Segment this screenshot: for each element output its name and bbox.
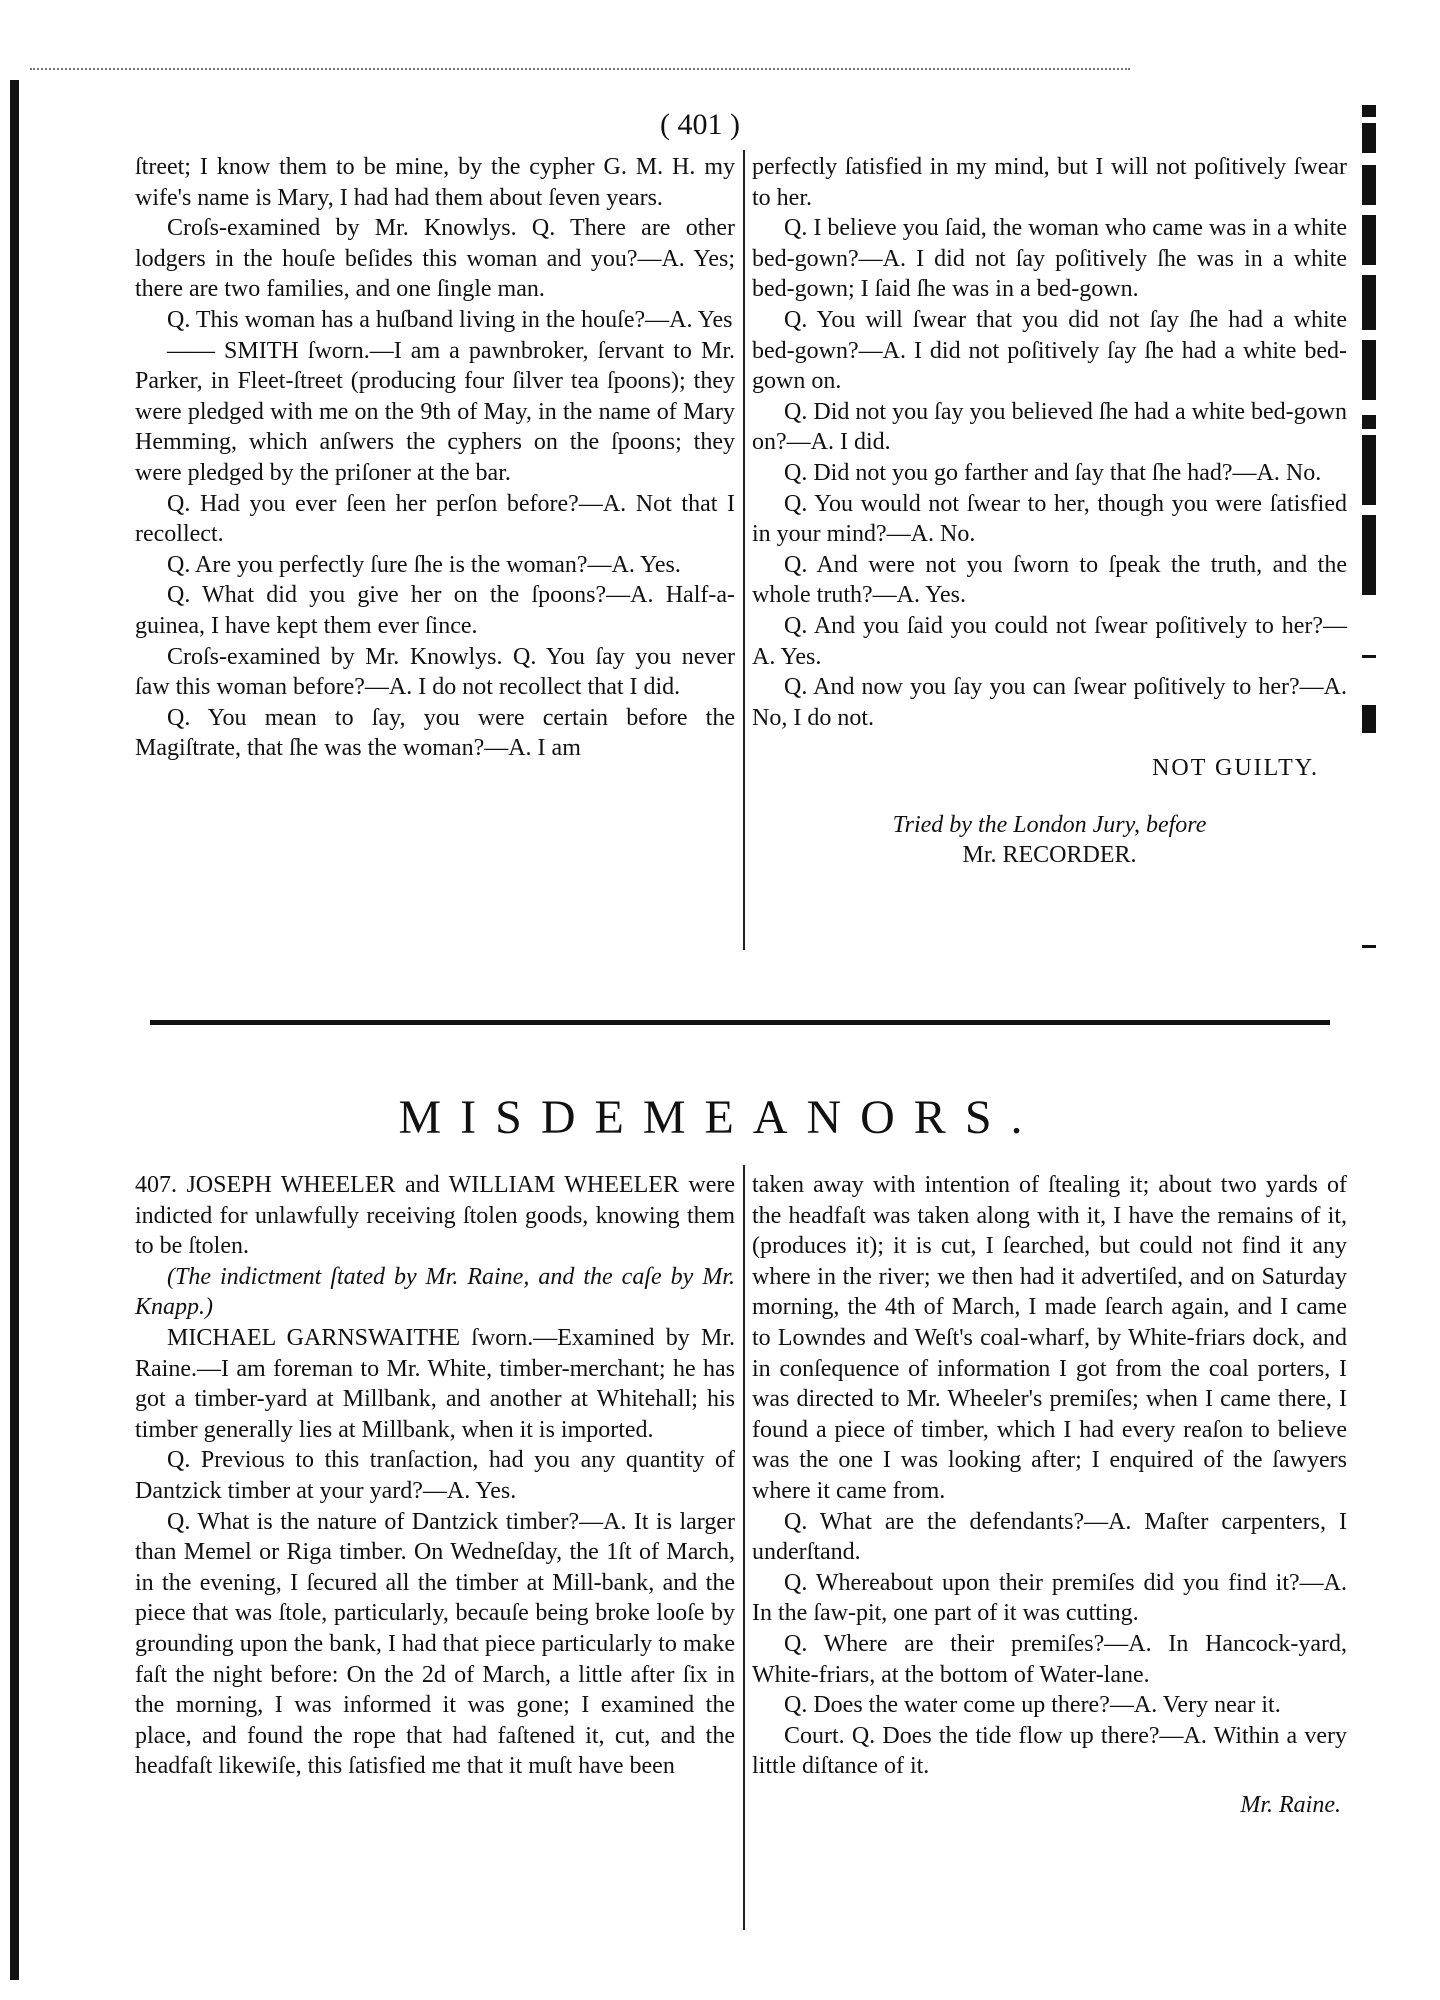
paragraph: Q. Where are their premiſes?—A. In Hancock-yard, White-friars, at the bottom of Water-lane. (752, 1630, 1347, 1688)
margin-mark (1362, 165, 1376, 205)
top-left-column (135, 152, 735, 942)
signature: Mr. Raine. (1240, 1791, 1341, 1818)
margin-mark (1362, 435, 1376, 505)
paragraph: Q. This woman has a huſband living in the houſe?—A. Yes (167, 306, 733, 333)
bottom-left-column (135, 1170, 735, 1928)
margin-mark (1362, 515, 1376, 595)
top-scan-noise (30, 68, 1130, 72)
tried-by: Tried by the London Jury, before (892, 811, 1207, 838)
verdict: NOT GUILTY. (1152, 755, 1319, 782)
paragraph: perfectly ſatisfied in my mind, but I will not poſitively ſwear to her. (752, 154, 1347, 211)
paragraph: taken away with intention of ſtealing it; about two yards of the headfaſt was taken along with it, I have the remains of it, (produces it); it is cut, I ſearched, but could not find it any where in the river; we then had it advertiſed, and on Saturday morning, the 4th of March, I made ſearch again, and I came to Lowndes and Weſt's coal-wharf, by White-friars dock, and in conſequence of information I got from the coal porters, I was directed to Mr. Wheeler's premiſes; when I came there, I found a piece of timber, which I had every reaſon to believe was the one I was looking after; I enquired of the ſawyers where it came from. (752, 1172, 1347, 1504)
paragraph: Q. Does the water come up there?—A. Very near it. (784, 1692, 1281, 1719)
paragraph: (The indictment ſtated by Mr. Raine, and the caſe by Mr. Knapp.) (135, 1263, 735, 1321)
binding-edge (10, 80, 19, 1980)
paragraph: 407. JOSEPH WHEELER and WILLIAM WHEELER were indicted for unlawfully receiving ſtolen goods, knowing them to be ſtolen. (135, 1172, 735, 1260)
paragraph: Q. You mean to ſay, you were certain before the Magiſtrate, that ſhe was the woman?—A. I am (135, 704, 735, 762)
paragraph: Q. Previous to this tranſaction, had you any quantity of Dantzick timber at your yard?—A. Yes. (135, 1447, 735, 1504)
column-divider (743, 1165, 745, 1930)
paragraph: ſtreet; I know them to be mine, by the cypher G. M. H. my wife's name is Mary, I had had them about ſeven years. (135, 154, 735, 211)
paragraph: Q. You will ſwear that you did not ſay ſhe had a white bed-gown?—A. I did not poſitively ſay ſhe had a white bed-gown on. (752, 306, 1347, 395)
paragraph: Q. What are the defendants?—A. Maſter carpenters, I underſtand. (752, 1508, 1347, 1566)
paragraph: Q. And you ſaid you could not ſwear poſitively to her?—A. Yes. (752, 612, 1347, 670)
margin-mark (1362, 415, 1376, 429)
top-right-column (752, 152, 1347, 942)
section-heading: MISDEMEANORS. (398, 1091, 1042, 1144)
paragraph: MICHAEL GARNSWAITHE ſworn.—Examined by Mr. Raine.—I am foreman to Mr. White, timber-merchant; he has got a timber-yard at Millbank, and another at Whitehall; his timber generally lies at Millbank, when it is imported. (135, 1324, 735, 1443)
margin-mark (1362, 123, 1376, 153)
paragraph: —— SMITH ſworn.—I am a pawnbroker, ſervant to Mr. Parker, in Fleet-ſtreet (producing four ſilver tea ſpoons); they were pledged with me on the 9th of May, in the name of Mary Hemming, which anſwers the cyphers on the ſpoons; they were pledged by the priſoner at the bar. (135, 337, 735, 486)
paragraph: Q. What is the nature of Dantzick timber?—A. It is larger than Memel or Riga timber. On Wedneſday, the 1ſt of March, in the evening, I ſecured all the timber at Mill-bank, and the piece that was ſtole, particularly, becauſe being broke looſe by grounding upon the bank, I had that piece particularly to make faſt the night before: On the 2d of March, a little after ſix in the morning, I was informed it was gone; I examined the place, and found the rope that had faſtened it, cut, and the headfaſt likewiſe, this ſatisfied me that it muſt have been (135, 1508, 735, 1780)
paragraph: Q. I believe you ſaid, the woman who came was in a white bed-gown?—A. I did not ſay poſitively ſhe was in a white bed-gown; I ſaid ſhe was in a bed-gown. (752, 215, 1347, 303)
paragraph: Q. What did you give her on the ſpoons?—A. Half-a-guinea, I have kept them ever ſince. (135, 582, 735, 639)
margin-mark (1362, 945, 1376, 948)
column-divider (743, 150, 745, 950)
margin-mark (1362, 340, 1376, 400)
paragraph: Court. Q. Does the tide flow up there?—A. Within a very little diſtance of it. (752, 1722, 1347, 1780)
margin-mark (1362, 105, 1376, 117)
paragraph: Q. Are you perfectly ſure ſhe is the woman?—A. Yes. (167, 551, 681, 578)
paragraph: Croſs-examined by Mr. Knowlys. Q. There are other lodgers in the houſe beſides this woman and you?—A. Yes; there are two families, and one ſingle man. (135, 215, 735, 303)
paragraph: Croſs-examined by Mr. Knowlys. Q. You ſay you never ſaw this woman before?—A. I do not recollect that I did. (135, 643, 735, 701)
margin-mark (1362, 275, 1376, 330)
judge: Mr. RECORDER. (962, 842, 1137, 869)
paragraph: Q. Whereabout upon their premiſes did you find it?—A. In the ſaw-pit, one part of it was cutting. (752, 1569, 1347, 1627)
paragraph: Q. Did not you go farther and ſay that ſhe had?—A. No. (784, 459, 1322, 486)
paragraph: Q. And were not you ſworn to ſpeak the truth, and the whole truth?—A. Yes. (752, 551, 1347, 609)
margin-mark (1362, 655, 1376, 658)
paragraph: Q. And now you ſay you can ſwear poſitively to her?—A. No, I do not. (752, 674, 1347, 731)
page-number: ( 401 ) (660, 108, 740, 141)
margin-mark (1362, 215, 1376, 265)
paragraph: Q. Did not you ſay you believed ſhe had a white bed-gown on?—A. I did. (752, 398, 1347, 456)
bottom-right-column (752, 1170, 1347, 1928)
margin-mark (1362, 705, 1376, 733)
paragraph: Q. You would not ſwear to her, though you were ſatisfied in your mind?—A. No. (752, 490, 1347, 548)
section-rule (150, 1020, 1330, 1025)
paragraph: Q. Had you ever ſeen her perſon before?—A. Not that I recollect. (135, 490, 735, 548)
